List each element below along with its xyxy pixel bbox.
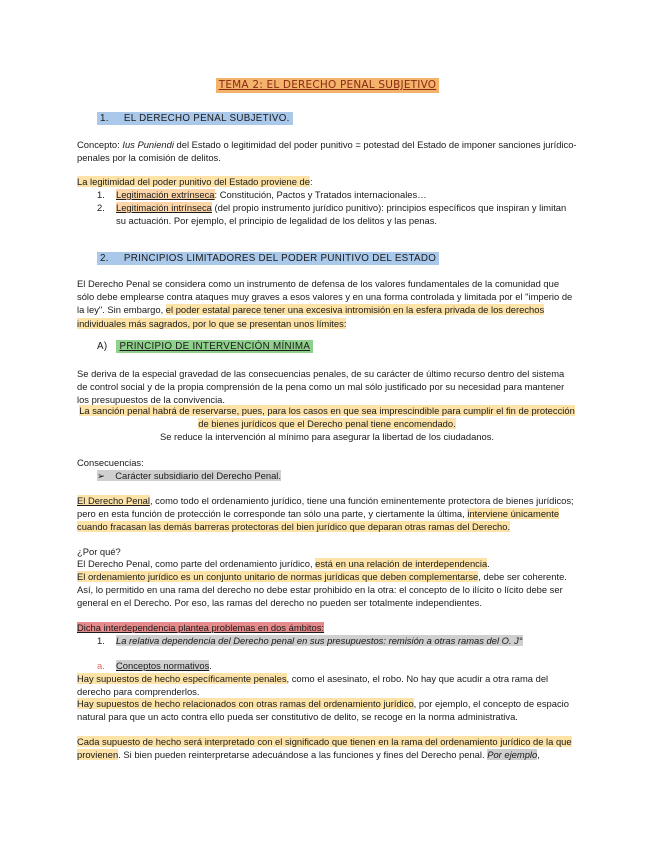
porque-line-1 — [77, 557, 577, 570]
line-text: . — [487, 558, 490, 569]
legitimacy-intro-colon: : — [309, 176, 313, 187]
line-text: El Derecho Penal, como parte del ordenamiento jurídico, — [77, 558, 316, 569]
subsection-a-heading — [97, 340, 577, 353]
hay-paragraph-1 — [77, 672, 577, 698]
item-text: . — [209, 660, 212, 671]
porque-paragraph-2 — [77, 570, 577, 610]
item-highlight: Legitimación extrínseca — [116, 189, 215, 200]
sancion-paragraph — [77, 404, 577, 430]
legitimacy-item-1 — [97, 188, 577, 201]
concepto-text: del Estado o legitimidad del poder punitivo = potestad del Estado de imponer sanciones jurídico-penales por la comisión de delitos. — [77, 139, 577, 164]
relative-dependence-item — [97, 634, 577, 647]
paragraph-highlight: el poder estatal parece tener una excesiva intromisión en la esfera privada de los derechos individuales más sagrados, por lo que se presentan unos límites: — [77, 304, 545, 329]
hay-paragraph-2 — [77, 697, 577, 723]
paragraph-highlight: Hay supuestos de hecho específicamente penales — [77, 673, 287, 684]
item-text: (del propio instrumento jurídico punitivo): principios específicos que inspiran y limitan su actuación. Por ejemplo, el principio de legalidad de los delitos y las penas. — [116, 202, 567, 227]
section-2-heading — [97, 252, 577, 265]
section-1-label: EL DERECHO PENAL SUBJETIVO. — [123, 113, 290, 124]
paragraph-text: , — [537, 749, 540, 761]
dicha-highlight: Dicha interdependencia plantea problemas en dos ámbitos: — [77, 622, 325, 633]
line-highlight: está en una relación de interdependencia — [315, 558, 488, 569]
title-row — [0, 78, 655, 93]
porque-question: ¿Por qué? — [77, 546, 121, 557]
sancion-highlight: La sanción penal habrá de reservarse, pues, para los casos en que sea imprescindible para cumplir el fin de protección de bienes jurídicos que el Derecho penal tiene encomendado. — [79, 405, 575, 430]
item-number: 1. — [97, 189, 105, 200]
subsidiary-bullet — [97, 469, 577, 482]
item-highlight: Legitimación intrínseca — [116, 202, 212, 213]
page-title: TEMA 2: EL DERECHO PENAL SUBJETIVO — [216, 78, 440, 93]
conceptos-normativos-item — [97, 659, 577, 672]
concepto-prefix: Concepto: — [77, 139, 123, 150]
arrow-bullet-icon: ➢ — [97, 470, 105, 481]
ius-puniendi-term: Ius Puniendi — [122, 139, 174, 150]
item-highlight: Conceptos normativos — [116, 660, 210, 671]
section-1-heading — [97, 112, 577, 125]
concepto-paragraph — [77, 138, 577, 164]
paragraph-text: , como todo el ordenamiento jurídico, tiene una función eminentemente protectora de bienes jurídicos; pero en esta función de protección le corresponde tan sólo una parte, y ciertamente la última, — [77, 495, 574, 520]
paragraph-highlight: Cada supuesto de hecho será interpretado con el significado que tienen en la rama del ordenamiento jurídico de la que provienen — [77, 736, 572, 761]
derecho-penal-paragraph — [77, 277, 577, 330]
paragraph-text: , debe ser coherente. Así, lo permitido en una rama del derecho no debe estar prohibido en la otra: el concepto de lo ilícito o lícito debe ser general en el Derecho. Por eso, las ramas del derecho no pueden ser totalmente independientes. — [77, 571, 567, 609]
example-highlight: Por ejemplo — [487, 749, 538, 761]
item-highlight: La relativa dependencia del Derecho penal en sus presupuestos: remisión a otras ramas del O. J° — [116, 635, 523, 646]
subsidiary-paragraph — [77, 494, 577, 534]
dicha-heading — [77, 621, 577, 634]
legitimacy-item-2 — [97, 201, 577, 227]
subsection-letter: A) — [97, 341, 108, 352]
subsection-a-label: PRINCIPIO DE INTERVENCIÓN MÍNIMA — [116, 340, 313, 353]
cada-paragraph — [77, 735, 577, 761]
paragraph-highlight: Hay supuestos de hecho relacionados con otras ramas del ordenamiento jurídico — [77, 698, 414, 709]
legitimacy-intro — [77, 175, 577, 188]
paragraph-highlight: interviene únicamente cuando fracasan las demás barreras protectoras del bien jurídico que deparan otras ramas del Derecho. — [77, 508, 560, 533]
consecuencias-label: Consecuencias: — [77, 457, 144, 468]
paragraph-highlight: El ordenamiento jurídico es un conjunto unitario de normas jurídicas que deben complementarse — [77, 571, 479, 582]
paragraph-text: , por ejemplo, el concepto de espacio natural para que un acto contra ello pueda ser constitutivo de delito, se recoge en la norma administrativa. — [77, 698, 569, 723]
section-1-number: 1. — [100, 113, 109, 124]
legitimacy-intro-highlight: La legitimidad del poder punitivo del Estado proviene de — [77, 176, 310, 187]
item-letter: a. — [97, 660, 105, 671]
paragraph-text: , como el asesinato, el robo. No hay que acudir a otra rama del derecho para comprenderlos. — [77, 673, 549, 698]
section-2-label: PRINCIPIOS LIMITADORES DEL PODER PUNITIVO DEL ESTADO — [123, 253, 437, 264]
bullet-label: Carácter subsidiario del Derecho Penal. — [115, 470, 281, 481]
item-number: 1. — [97, 635, 105, 646]
item-text: : Constitución, Pactos y Tratados internacionales… — [214, 189, 427, 200]
reduce-line: Se reduce la intervención al mínimo para asegurar la libertad de los ciudadanos. — [159, 431, 495, 442]
deriva-paragraph: Se deriva de la especial gravedad de las consecuencias penales, de su carácter de último recurso dentro del sistema de control social y de la propia comprensión de la pena como un mal sólo justificado por su necesidad para mantener los presupuestos de la convivencia. — [77, 368, 565, 406]
item-number: 2. — [97, 202, 105, 213]
paragraph-text: El Derecho Penal se considera como un instrumento de defensa de los valores fundamentales de la comunidad que sólo debe emplearse contra ataques muy graves a esos valores y en una forma controlada y limitada por el "imperio de la ley". Sin embargo, — [77, 278, 573, 316]
section-2-number: 2. — [100, 253, 109, 264]
paragraph-highlight: El Derecho Penal — [77, 495, 150, 506]
paragraph-text: . Si bien pueden reinterpretarse adecuándose a las funciones y fines del Derecho penal. — [118, 749, 488, 761]
